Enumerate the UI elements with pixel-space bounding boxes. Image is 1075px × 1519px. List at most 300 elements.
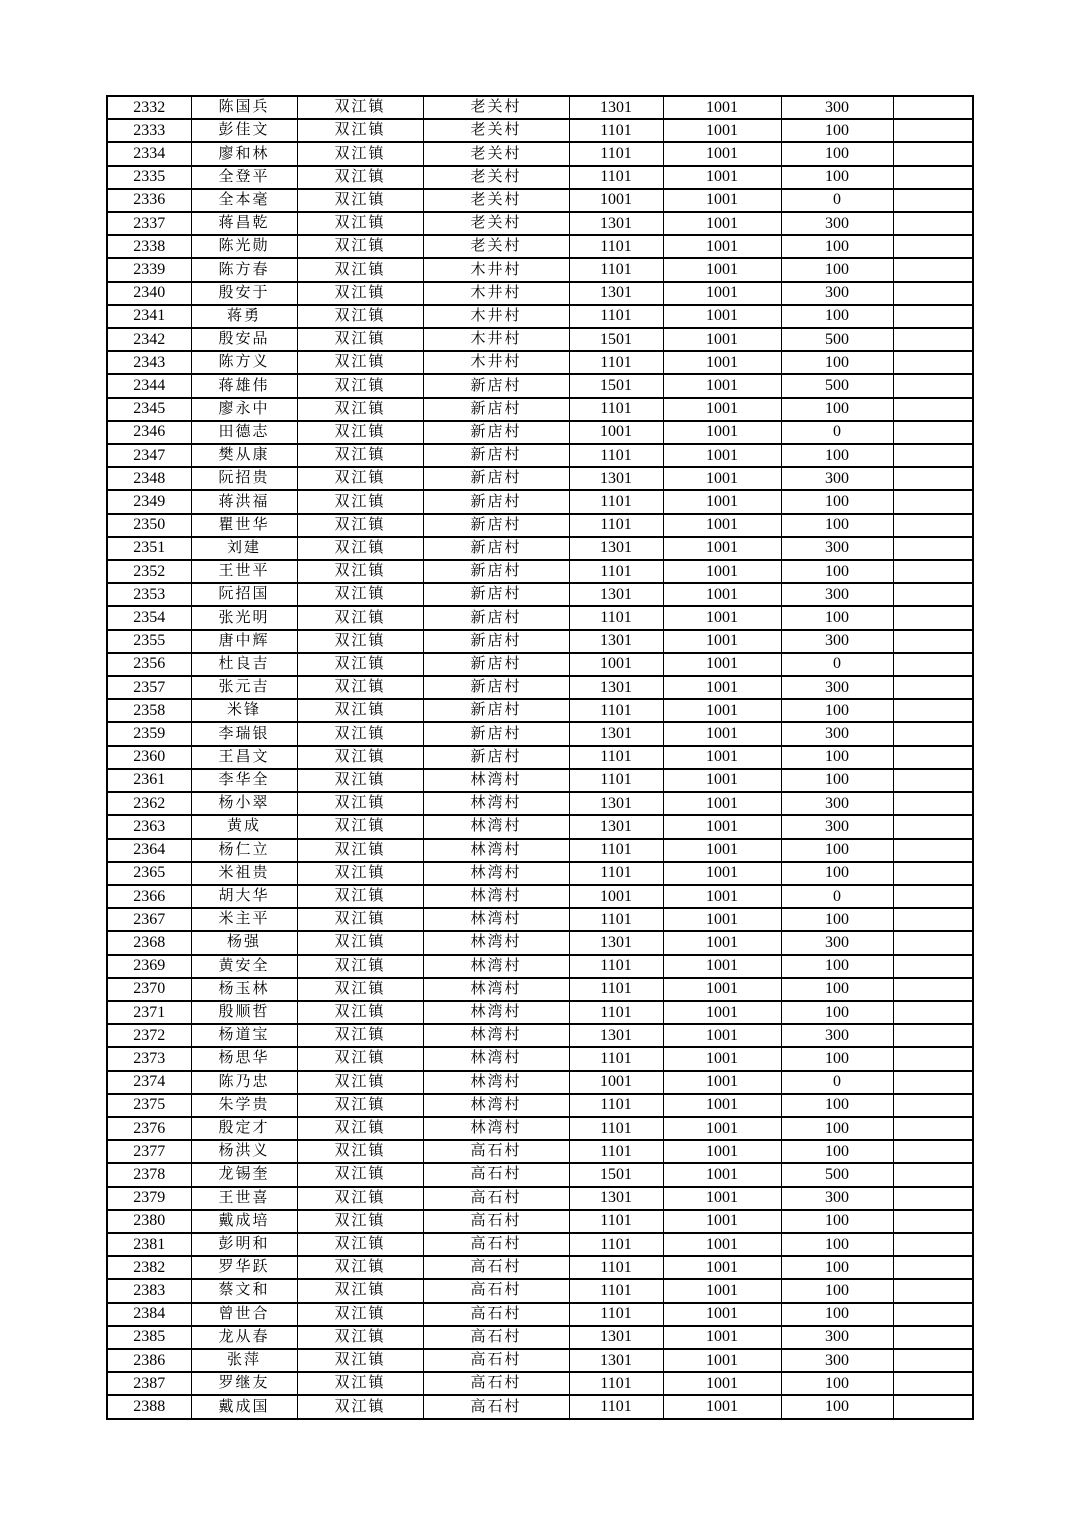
difference-cell: 100	[781, 1001, 893, 1024]
table-row	[107, 839, 973, 862]
serial-number-cell: 2341	[107, 305, 191, 328]
difference-cell: 300	[781, 931, 893, 954]
person-name-cell: 龙锡奎	[191, 1163, 297, 1186]
base-value-cell: 1001	[663, 467, 781, 490]
table-row	[107, 514, 973, 537]
value-a-cell: 1301	[569, 537, 663, 560]
remark-cell	[893, 1395, 973, 1419]
remark-cell	[893, 606, 973, 629]
town-cell: 双江镇	[297, 676, 423, 699]
serial-number-cell: 2359	[107, 722, 191, 745]
table-body	[107, 96, 973, 1419]
serial-number-cell: 2360	[107, 746, 191, 769]
difference-cell: 300	[781, 467, 893, 490]
base-value-cell: 1001	[663, 1094, 781, 1117]
town-cell: 双江镇	[297, 885, 423, 908]
village-cell: 木井村	[423, 351, 569, 374]
town-cell: 双江镇	[297, 351, 423, 374]
serial-number-cell: 2355	[107, 630, 191, 653]
table-row	[107, 955, 973, 978]
table-row	[107, 1024, 973, 1047]
person-name-cell: 阮招贵	[191, 467, 297, 490]
village-cell: 新店村	[423, 722, 569, 745]
person-name-cell: 杜良吉	[191, 653, 297, 676]
remark-cell	[893, 282, 973, 305]
serial-number-cell: 2380	[107, 1210, 191, 1233]
village-cell: 老关村	[423, 119, 569, 142]
remark-cell	[893, 119, 973, 142]
table-row	[107, 166, 973, 189]
value-a-cell: 1301	[569, 630, 663, 653]
remark-cell	[893, 1326, 973, 1349]
village-cell: 老关村	[423, 142, 569, 165]
remark-cell	[893, 839, 973, 862]
town-cell: 双江镇	[297, 722, 423, 745]
village-cell: 林湾村	[423, 862, 569, 885]
base-value-cell: 1001	[663, 1140, 781, 1163]
village-cell: 林湾村	[423, 885, 569, 908]
remark-cell	[893, 722, 973, 745]
base-value-cell: 1001	[663, 537, 781, 560]
table-row	[107, 212, 973, 235]
value-a-cell: 1101	[569, 1140, 663, 1163]
person-name-cell: 李瑞银	[191, 722, 297, 745]
town-cell: 双江镇	[297, 119, 423, 142]
base-value-cell: 1001	[663, 1349, 781, 1372]
village-cell: 新店村	[423, 583, 569, 606]
value-a-cell: 1101	[569, 398, 663, 421]
remark-cell	[893, 467, 973, 490]
town-cell: 双江镇	[297, 1094, 423, 1117]
person-name-cell: 王世平	[191, 560, 297, 583]
serial-number-cell: 2349	[107, 490, 191, 513]
table-row	[107, 1303, 973, 1326]
difference-cell: 300	[781, 583, 893, 606]
serial-number-cell: 2375	[107, 1094, 191, 1117]
value-a-cell: 1101	[569, 606, 663, 629]
base-value-cell: 1001	[663, 676, 781, 699]
serial-number-cell: 2385	[107, 1326, 191, 1349]
base-value-cell: 1001	[663, 1256, 781, 1279]
value-a-cell: 1101	[569, 119, 663, 142]
base-value-cell: 1001	[663, 1163, 781, 1186]
person-name-cell: 陈方春	[191, 258, 297, 281]
value-a-cell: 1301	[569, 1326, 663, 1349]
town-cell: 双江镇	[297, 537, 423, 560]
serial-number-cell: 2347	[107, 444, 191, 467]
serial-number-cell: 2364	[107, 839, 191, 862]
remark-cell	[893, 374, 973, 397]
person-name-cell: 胡大华	[191, 885, 297, 908]
base-value-cell: 1001	[663, 699, 781, 722]
table-row	[107, 421, 973, 444]
remark-cell	[893, 1163, 973, 1186]
value-a-cell: 1101	[569, 699, 663, 722]
village-cell: 林湾村	[423, 931, 569, 954]
town-cell: 双江镇	[297, 955, 423, 978]
table-row	[107, 1047, 973, 1070]
village-cell: 新店村	[423, 606, 569, 629]
town-cell: 双江镇	[297, 212, 423, 235]
base-value-cell: 1001	[663, 351, 781, 374]
serial-number-cell: 2384	[107, 1303, 191, 1326]
person-name-cell: 蒋昌乾	[191, 212, 297, 235]
village-cell: 新店村	[423, 560, 569, 583]
town-cell: 双江镇	[297, 1047, 423, 1070]
difference-cell: 300	[781, 722, 893, 745]
table-row	[107, 1372, 973, 1395]
difference-cell: 100	[781, 839, 893, 862]
base-value-cell: 1001	[663, 1001, 781, 1024]
base-value-cell: 1001	[663, 1395, 781, 1419]
person-name-cell: 黄成	[191, 815, 297, 838]
town-cell: 双江镇	[297, 792, 423, 815]
base-value-cell: 1001	[663, 1210, 781, 1233]
village-cell: 高石村	[423, 1349, 569, 1372]
serial-number-cell: 2339	[107, 258, 191, 281]
base-value-cell: 1001	[663, 142, 781, 165]
remark-cell	[893, 908, 973, 931]
value-a-cell: 1001	[569, 653, 663, 676]
village-cell: 新店村	[423, 676, 569, 699]
difference-cell: 0	[781, 1071, 893, 1094]
table-row	[107, 351, 973, 374]
table-row	[107, 1395, 973, 1419]
difference-cell: 500	[781, 328, 893, 351]
person-name-cell: 田德志	[191, 421, 297, 444]
remark-cell	[893, 1001, 973, 1024]
remark-cell	[893, 769, 973, 792]
base-value-cell: 1001	[663, 1279, 781, 1302]
table-row	[107, 560, 973, 583]
remark-cell	[893, 1256, 973, 1279]
serial-number-cell: 2334	[107, 142, 191, 165]
table-row	[107, 931, 973, 954]
remark-cell	[893, 398, 973, 421]
village-cell: 高石村	[423, 1395, 569, 1419]
person-name-cell: 朱学贵	[191, 1094, 297, 1117]
table-row	[107, 282, 973, 305]
value-a-cell: 1001	[569, 1071, 663, 1094]
person-name-cell: 杨思华	[191, 1047, 297, 1070]
village-cell: 林湾村	[423, 1001, 569, 1024]
table-row	[107, 490, 973, 513]
difference-cell: 300	[781, 630, 893, 653]
remark-cell	[893, 1094, 973, 1117]
value-a-cell: 1101	[569, 166, 663, 189]
remark-cell	[893, 1372, 973, 1395]
serial-number-cell: 2342	[107, 328, 191, 351]
difference-cell: 300	[781, 212, 893, 235]
difference-cell: 300	[781, 1024, 893, 1047]
serial-number-cell: 2370	[107, 978, 191, 1001]
village-cell: 老关村	[423, 166, 569, 189]
table-row	[107, 235, 973, 258]
table-row	[107, 467, 973, 490]
base-value-cell: 1001	[663, 212, 781, 235]
difference-cell: 100	[781, 908, 893, 931]
village-cell: 新店村	[423, 514, 569, 537]
difference-cell: 100	[781, 1117, 893, 1140]
person-name-cell: 张光明	[191, 606, 297, 629]
base-value-cell: 1001	[663, 583, 781, 606]
base-value-cell: 1001	[663, 955, 781, 978]
value-a-cell: 1501	[569, 374, 663, 397]
town-cell: 双江镇	[297, 328, 423, 351]
town-cell: 双江镇	[297, 142, 423, 165]
value-a-cell: 1101	[569, 514, 663, 537]
serial-number-cell: 2365	[107, 862, 191, 885]
base-value-cell: 1001	[663, 885, 781, 908]
village-cell: 老关村	[423, 96, 569, 119]
value-a-cell: 1101	[569, 1233, 663, 1256]
person-name-cell: 米锋	[191, 699, 297, 722]
village-cell: 林湾村	[423, 792, 569, 815]
base-value-cell: 1001	[663, 1047, 781, 1070]
village-cell: 高石村	[423, 1163, 569, 1186]
base-value-cell: 1001	[663, 722, 781, 745]
value-a-cell: 1101	[569, 351, 663, 374]
base-value-cell: 1001	[663, 421, 781, 444]
table-row	[107, 1187, 973, 1210]
difference-cell: 100	[781, 746, 893, 769]
value-a-cell: 1101	[569, 955, 663, 978]
base-value-cell: 1001	[663, 305, 781, 328]
difference-cell: 100	[781, 1140, 893, 1163]
table-row	[107, 96, 973, 119]
village-cell: 新店村	[423, 374, 569, 397]
difference-cell: 100	[781, 1094, 893, 1117]
value-a-cell: 1101	[569, 862, 663, 885]
village-cell: 高石村	[423, 1187, 569, 1210]
village-cell: 林湾村	[423, 908, 569, 931]
town-cell: 双江镇	[297, 305, 423, 328]
difference-cell: 100	[781, 235, 893, 258]
person-name-cell: 李华全	[191, 769, 297, 792]
table-row	[107, 1279, 973, 1302]
person-name-cell: 黄安全	[191, 955, 297, 978]
table-row	[107, 815, 973, 838]
village-cell: 高石村	[423, 1303, 569, 1326]
remark-cell	[893, 189, 973, 212]
table-row	[107, 1094, 973, 1117]
person-name-cell: 罗华跃	[191, 1256, 297, 1279]
base-value-cell: 1001	[663, 1372, 781, 1395]
table-row	[107, 1210, 973, 1233]
remark-cell	[893, 444, 973, 467]
village-cell: 林湾村	[423, 955, 569, 978]
town-cell: 双江镇	[297, 189, 423, 212]
table-row	[107, 537, 973, 560]
base-value-cell: 1001	[663, 1187, 781, 1210]
serial-number-cell: 2336	[107, 189, 191, 212]
town-cell: 双江镇	[297, 1349, 423, 1372]
village-cell: 新店村	[423, 537, 569, 560]
village-cell: 林湾村	[423, 1117, 569, 1140]
difference-cell: 500	[781, 1163, 893, 1186]
value-a-cell: 1101	[569, 769, 663, 792]
village-cell: 新店村	[423, 421, 569, 444]
value-a-cell: 1301	[569, 583, 663, 606]
value-a-cell: 1101	[569, 839, 663, 862]
table-row	[107, 328, 973, 351]
town-cell: 双江镇	[297, 1001, 423, 1024]
table-row	[107, 792, 973, 815]
value-a-cell: 1301	[569, 931, 663, 954]
table-row	[107, 1349, 973, 1372]
village-cell: 高石村	[423, 1256, 569, 1279]
person-name-cell: 蒋雄伟	[191, 374, 297, 397]
difference-cell: 100	[781, 955, 893, 978]
base-value-cell: 1001	[663, 653, 781, 676]
base-value-cell: 1001	[663, 374, 781, 397]
remark-cell	[893, 560, 973, 583]
difference-cell: 100	[781, 1256, 893, 1279]
serial-number-cell: 2361	[107, 769, 191, 792]
difference-cell: 100	[781, 142, 893, 165]
table-row	[107, 583, 973, 606]
table-row	[107, 630, 973, 653]
serial-number-cell: 2357	[107, 676, 191, 699]
village-cell: 林湾村	[423, 1071, 569, 1094]
serial-number-cell: 2381	[107, 1233, 191, 1256]
person-name-cell: 米主平	[191, 908, 297, 931]
value-a-cell: 1301	[569, 96, 663, 119]
town-cell: 双江镇	[297, 1071, 423, 1094]
base-value-cell: 1001	[663, 166, 781, 189]
base-value-cell: 1001	[663, 1071, 781, 1094]
town-cell: 双江镇	[297, 1140, 423, 1163]
serial-number-cell: 2362	[107, 792, 191, 815]
town-cell: 双江镇	[297, 978, 423, 1001]
remark-cell	[893, 351, 973, 374]
remark-cell	[893, 955, 973, 978]
value-a-cell: 1101	[569, 1117, 663, 1140]
person-name-cell: 阮招国	[191, 583, 297, 606]
person-name-cell: 廖和林	[191, 142, 297, 165]
person-name-cell: 戴成国	[191, 1395, 297, 1419]
town-cell: 双江镇	[297, 1303, 423, 1326]
difference-cell: 100	[781, 305, 893, 328]
remark-cell	[893, 235, 973, 258]
serial-number-cell: 2373	[107, 1047, 191, 1070]
town-cell: 双江镇	[297, 235, 423, 258]
town-cell: 双江镇	[297, 1024, 423, 1047]
table-row	[107, 1071, 973, 1094]
serial-number-cell: 2377	[107, 1140, 191, 1163]
base-value-cell: 1001	[663, 282, 781, 305]
table-row	[107, 676, 973, 699]
serial-number-cell: 2340	[107, 282, 191, 305]
value-a-cell: 1301	[569, 792, 663, 815]
village-cell: 高石村	[423, 1326, 569, 1349]
person-name-cell: 陈国兵	[191, 96, 297, 119]
remark-cell	[893, 96, 973, 119]
difference-cell: 100	[781, 166, 893, 189]
base-value-cell: 1001	[663, 235, 781, 258]
base-value-cell: 1001	[663, 490, 781, 513]
table-row	[107, 699, 973, 722]
town-cell: 双江镇	[297, 746, 423, 769]
serial-number-cell: 2333	[107, 119, 191, 142]
value-a-cell: 1101	[569, 490, 663, 513]
remark-cell	[893, 676, 973, 699]
difference-cell: 100	[781, 978, 893, 1001]
town-cell: 双江镇	[297, 839, 423, 862]
serial-number-cell: 2346	[107, 421, 191, 444]
village-cell: 高石村	[423, 1210, 569, 1233]
village-cell: 新店村	[423, 490, 569, 513]
village-cell: 老关村	[423, 189, 569, 212]
remark-cell	[893, 1187, 973, 1210]
difference-cell: 300	[781, 1326, 893, 1349]
person-name-cell: 杨洪义	[191, 1140, 297, 1163]
value-a-cell: 1001	[569, 189, 663, 212]
town-cell: 双江镇	[297, 630, 423, 653]
remark-cell	[893, 1117, 973, 1140]
town-cell: 双江镇	[297, 282, 423, 305]
table-row	[107, 142, 973, 165]
difference-cell: 0	[781, 189, 893, 212]
table-row	[107, 1163, 973, 1186]
town-cell: 双江镇	[297, 606, 423, 629]
difference-cell: 100	[781, 1372, 893, 1395]
village-cell: 林湾村	[423, 978, 569, 1001]
village-cell: 新店村	[423, 444, 569, 467]
base-value-cell: 1001	[663, 606, 781, 629]
value-a-cell: 1301	[569, 467, 663, 490]
serial-number-cell: 2350	[107, 514, 191, 537]
base-value-cell: 1001	[663, 862, 781, 885]
difference-cell: 300	[781, 792, 893, 815]
person-name-cell: 杨小翠	[191, 792, 297, 815]
serial-number-cell: 2352	[107, 560, 191, 583]
village-cell: 新店村	[423, 699, 569, 722]
remark-cell	[893, 1047, 973, 1070]
base-value-cell: 1001	[663, 189, 781, 212]
base-value-cell: 1001	[663, 398, 781, 421]
value-a-cell: 1101	[569, 258, 663, 281]
village-cell: 高石村	[423, 1372, 569, 1395]
person-name-cell: 杨强	[191, 931, 297, 954]
serial-number-cell: 2348	[107, 467, 191, 490]
town-cell: 双江镇	[297, 1210, 423, 1233]
difference-cell: 100	[781, 490, 893, 513]
base-value-cell: 1001	[663, 444, 781, 467]
difference-cell: 100	[781, 444, 893, 467]
base-value-cell: 1001	[663, 258, 781, 281]
serial-number-cell: 2387	[107, 1372, 191, 1395]
remark-cell	[893, 328, 973, 351]
table-row	[107, 885, 973, 908]
difference-cell: 100	[781, 560, 893, 583]
remark-cell	[893, 653, 973, 676]
difference-cell: 300	[781, 1187, 893, 1210]
remark-cell	[893, 931, 973, 954]
difference-cell: 300	[781, 1349, 893, 1372]
person-name-cell: 蒋洪福	[191, 490, 297, 513]
base-value-cell: 1001	[663, 514, 781, 537]
difference-cell: 100	[781, 1279, 893, 1302]
person-name-cell: 王昌文	[191, 746, 297, 769]
table-row	[107, 769, 973, 792]
village-cell: 林湾村	[423, 839, 569, 862]
value-a-cell: 1101	[569, 1303, 663, 1326]
remark-cell	[893, 630, 973, 653]
table-row	[107, 1233, 973, 1256]
difference-cell: 0	[781, 885, 893, 908]
serial-number-cell: 2386	[107, 1349, 191, 1372]
